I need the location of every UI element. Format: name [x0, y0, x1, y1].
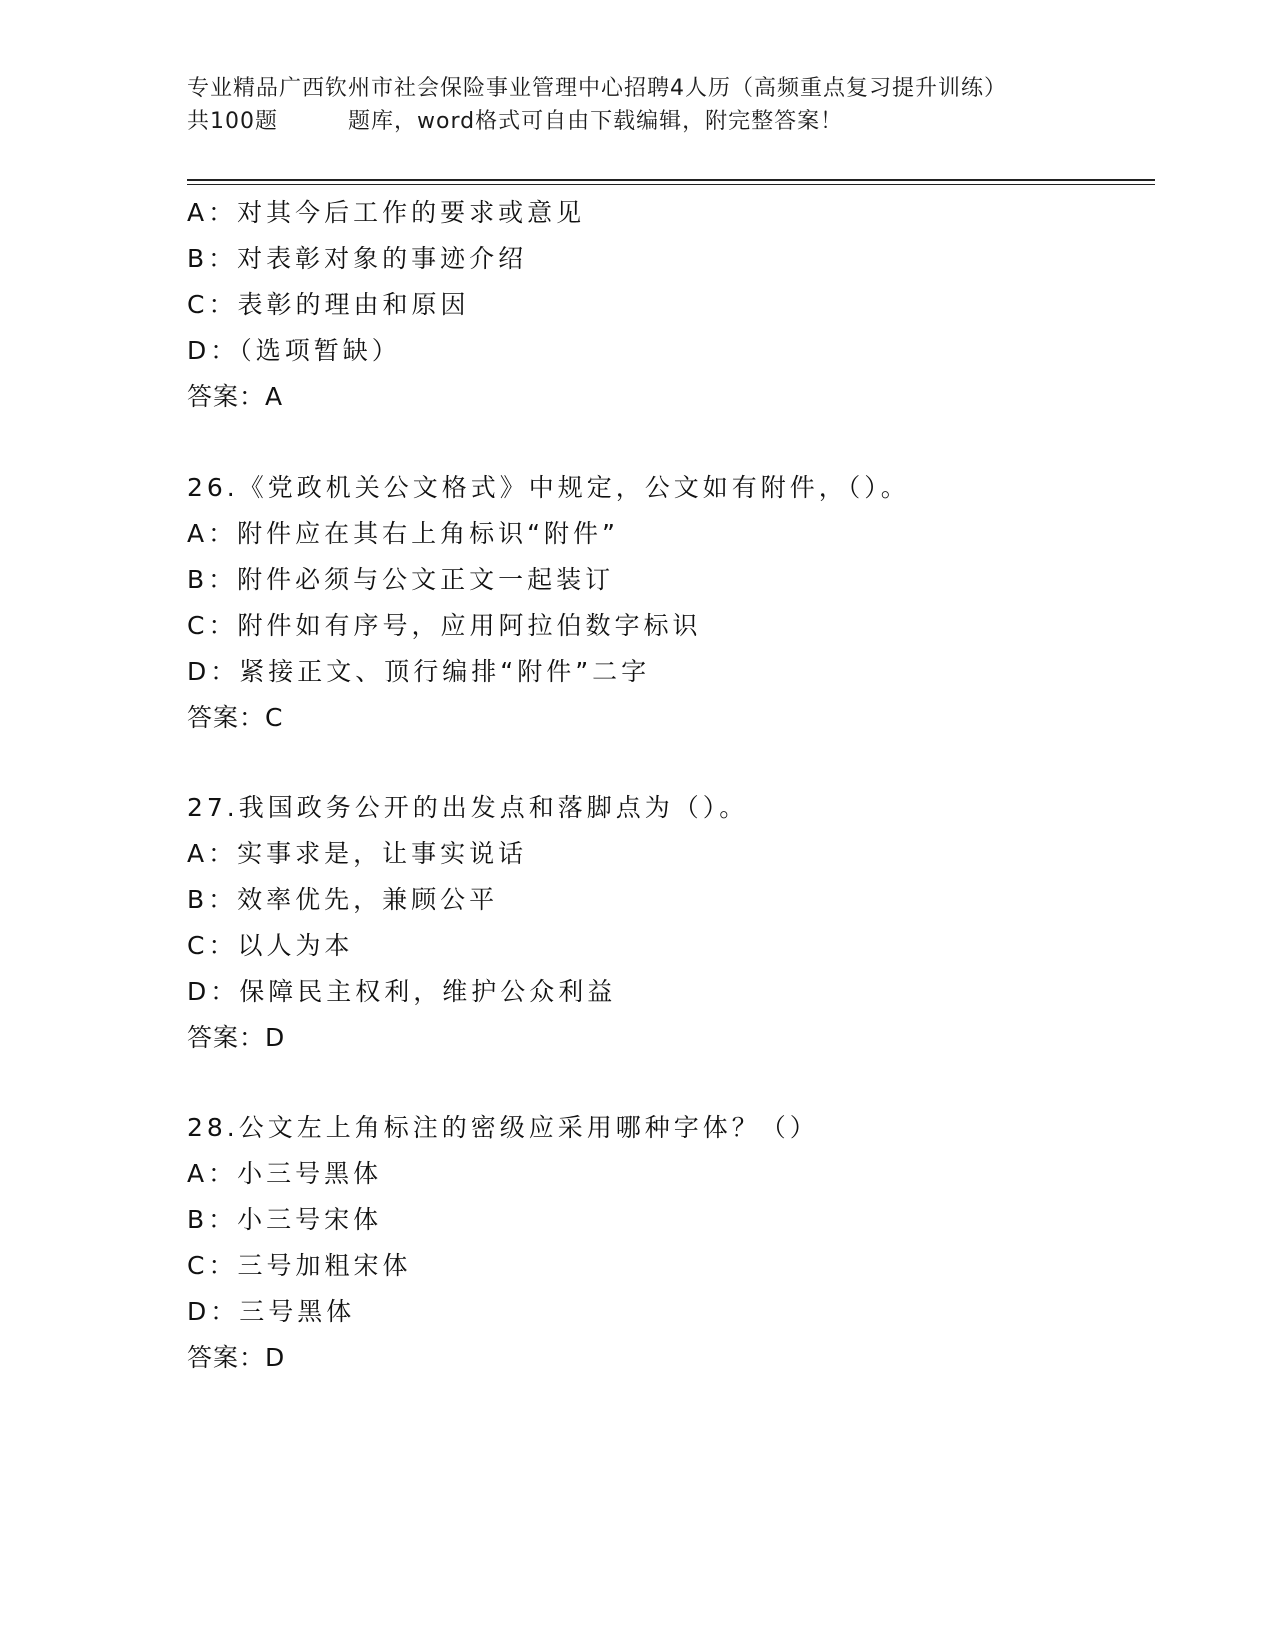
question-26	[187, 465, 1147, 741]
option-b: B：效率优先，兼顾公平	[187, 885, 499, 914]
option-d: D：保障民主权利，维护公众利益	[187, 977, 617, 1006]
option-a: A：对其今后工作的要求或意见	[187, 198, 586, 227]
header-divider-thin	[187, 184, 1155, 185]
option-b: B：对表彰对象的事迹介绍	[187, 244, 528, 273]
header-question-count: 共100题	[187, 109, 278, 134]
option-d: D：三号黑体	[187, 1297, 356, 1326]
question-27	[187, 785, 1147, 1061]
option-a: A：附件应在其右上角标识“附件”	[187, 519, 620, 548]
document-body	[187, 190, 1147, 1381]
question-stem: 27.我国政务公开的出发点和落脚点为（）。	[187, 793, 749, 822]
option-b: B：附件必须与公文正文一起装订	[187, 565, 615, 594]
answer-line: 答案：D	[187, 1023, 286, 1052]
carryover-question	[187, 190, 1147, 420]
option-a: A：实事求是，让事实说话	[187, 839, 528, 868]
option-c: C：以人为本	[187, 931, 354, 960]
option-c: C：三号加粗宋体	[187, 1251, 412, 1280]
question-stem: 26.《党政机关公文格式》中规定，公文如有附件，（）。	[187, 473, 910, 502]
option-b: B：小三号宋体	[187, 1205, 383, 1234]
option-c: C：表彰的理由和原因	[187, 290, 470, 319]
answer-line: 答案：A	[187, 382, 284, 411]
header-title: 专业精品广西钦州市社会保险事业管理中心招聘4人历（高频重点复习提升训练）	[187, 76, 1007, 101]
option-d: D：紧接正文、顶行编排“附件”二字	[187, 657, 651, 686]
option-d: D：（选项暂缺）	[187, 336, 401, 365]
question-stem: 28.公文左上角标注的密级应采用哪种字体？（）	[187, 1113, 819, 1142]
option-c: C：附件如有序号，应用阿拉伯数字标识	[187, 611, 702, 640]
answer-line: 答案：C	[187, 703, 284, 732]
question-28	[187, 1105, 1147, 1381]
header-subtitle	[187, 105, 1147, 138]
header-format-note: 题库，word格式可自由下载编辑，附完整答案！	[348, 109, 844, 134]
option-a: A：小三号黑体	[187, 1159, 383, 1188]
document-header	[187, 72, 1147, 138]
answer-line: 答案：D	[187, 1343, 286, 1372]
header-divider-thick	[187, 179, 1155, 181]
